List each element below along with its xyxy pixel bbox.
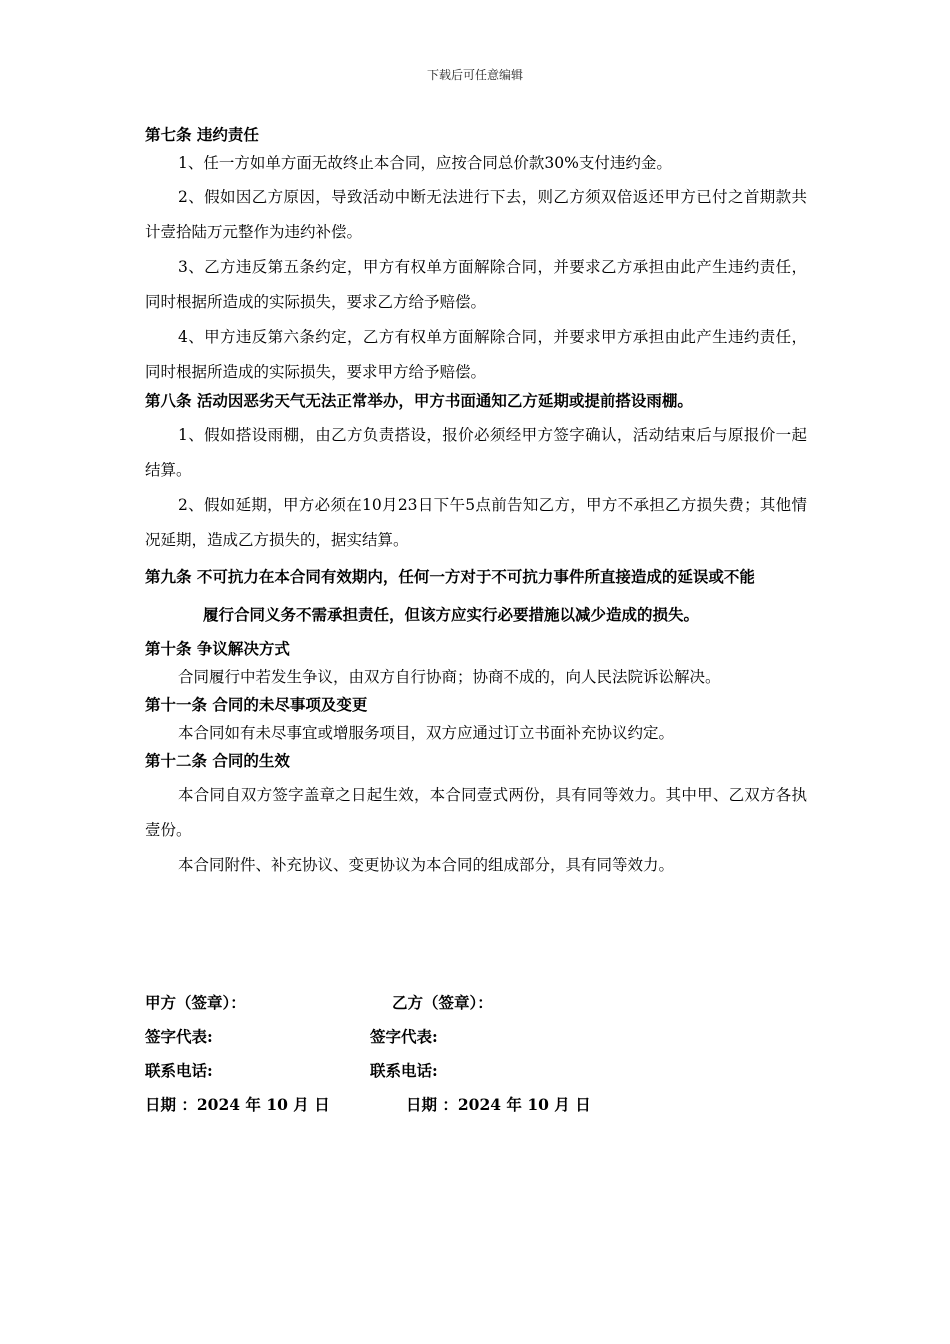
- article-12-heading: 第十二条 合同的生效: [145, 751, 290, 770]
- article-10-text: 合同履行中若发生争议，由双方自行协商；协商不成的，向人民法院诉讼解决。: [178, 668, 721, 686]
- article-7-item-2: 2、假如因乙方原因，导致活动中断无法进行下去，则乙方须双倍返还甲方已付之首期款共计壹拾陆万元整作为违约补偿。: [145, 188, 807, 241]
- article-11-heading: 第十一条 合同的未尽事项及变更: [145, 695, 368, 714]
- article-7-heading: 第七条 违约责任: [145, 125, 259, 144]
- article-9: [145, 566, 807, 626]
- article-12: [145, 750, 807, 883]
- page-header: 下载后可任意编辑: [426, 68, 523, 82]
- article-8: [145, 390, 807, 558]
- party-b-seal-label: 乙方（签章）：: [392, 993, 493, 1012]
- signature-row-date: [145, 1094, 745, 1128]
- signature-row-phone: [145, 1060, 745, 1094]
- article-7: [145, 124, 807, 390]
- article-11-text: 本合同如有未尽事宜或增服务项目，双方应通过订立书面补充协议约定。: [178, 724, 675, 742]
- article-12-item-1: 本合同自双方签字盖章之日起生效，本合同壹式两份，具有同等效力。其中甲、乙双方各执壹份。: [145, 786, 807, 839]
- article-8-item-1: 1、假如搭设雨棚，由乙方负责搭设，报价必须经甲方签字确认，活动结束后与原报价一起结算。: [145, 426, 807, 479]
- article-8-item-2: 2、假如延期，甲方必须在10月23日下午5点前告知乙方，甲方不承担乙方损失费；其他情况延期，造成乙方损失的，据实结算。: [145, 496, 807, 549]
- party-b-phone-label: 联系电话:: [370, 1061, 438, 1080]
- party-a-date-label: 日期 ：2024 年 10 月 日: [145, 1095, 330, 1114]
- article-7-item-4: 4、甲方违反第六条约定，乙方有权单方面解除合同，并要求甲方承担由此产生违约责任，同时根据所造成的实际损失，要求甲方给予赔偿。: [145, 328, 807, 381]
- article-9-line-2: 履行合同义务不需承担责任，但该方应实行必要措施以减少造成的损失。: [203, 605, 700, 624]
- signature-row-party: [145, 992, 745, 1026]
- party-a-representative-label: 签字代表:: [145, 1027, 213, 1046]
- party-a-seal-label: 甲方（签章）：: [145, 993, 246, 1012]
- signature-block: [145, 992, 745, 1128]
- party-a-phone-label: 联系电话:: [145, 1061, 213, 1080]
- party-b-representative-label: 签字代表:: [370, 1027, 438, 1046]
- signature-row-representative: [145, 1026, 745, 1060]
- article-7-item-1: 1、任一方如单方面无故终止本合同，应按合同总价款30%支付违约金。: [178, 154, 672, 172]
- article-12-item-2: 本合同附件、补充协议、变更协议为本合同的组成部分，具有同等效力。: [178, 856, 675, 874]
- party-b-date-label: 日期 ：2024 年 10 月 日: [406, 1095, 591, 1114]
- article-9-line-1: 第九条 不可抗力在本合同有效期内，任何一方对于不可抗力事件所直接造成的延误或不能: [145, 567, 755, 586]
- article-10-heading: 第十条 争议解决方式: [145, 639, 290, 658]
- contract-body: [145, 124, 807, 883]
- article-10: [145, 638, 807, 688]
- article-8-heading: 第八条 活动因恶劣天气无法正常举办，甲方书面通知乙方延期或提前搭设雨棚。: [145, 391, 693, 410]
- article-11: [145, 694, 807, 744]
- article-7-item-3: 3、乙方违反第五条约定，甲方有权单方面解除合同，并要求乙方承担由此产生违约责任，同时根据所造成的实际损失，要求乙方给予赔偿。: [145, 258, 807, 311]
